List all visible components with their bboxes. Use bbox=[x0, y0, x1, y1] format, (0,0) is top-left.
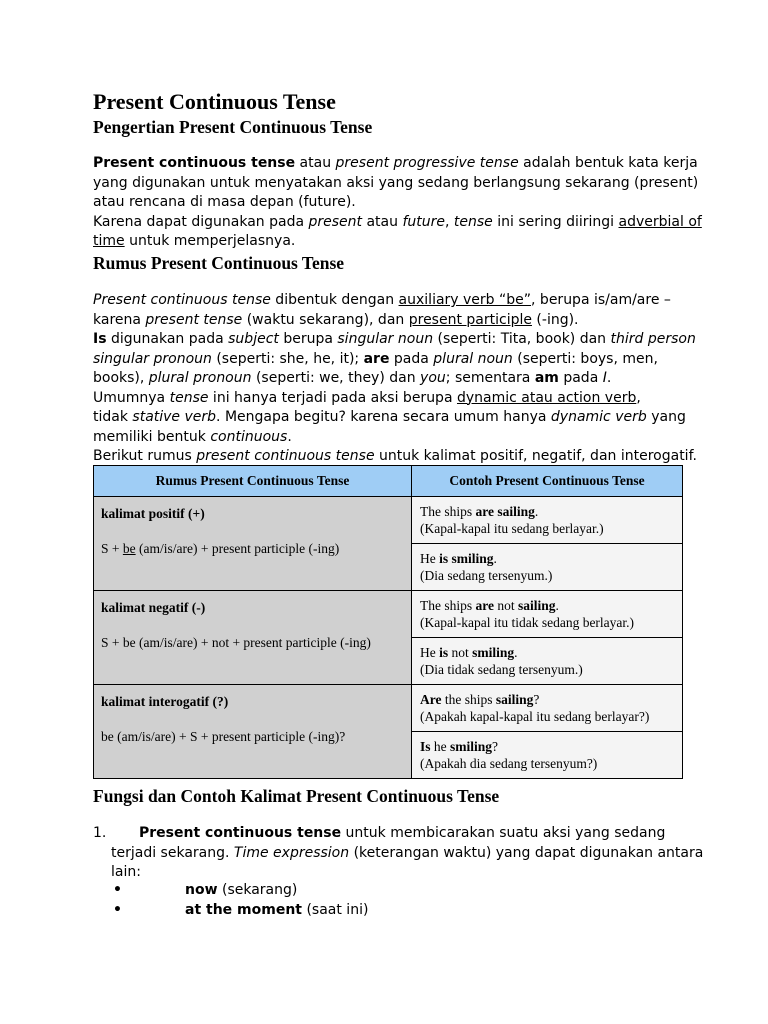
example-cell: The ships are sailing. (Kapal-kapal itu sedang berlayar.) bbox=[412, 497, 683, 544]
list-number: 1. bbox=[93, 825, 107, 841]
definition-paragraph: Present continuous tense atau present progressive tense adalah bentuk kata kerja yang digunakan untuk menyatakan aksi yang sedang berlangsung sekarang (present) atau rencana di masa depan (future). Karena dapat digunakan pada present atau future, tense ini sering diiringi adverbial of time untuk memperjelasnya. bbox=[93, 155, 702, 249]
example-cell: Are the ships sailing? (Apakah kapal-kapal itu sedang berlayar?) bbox=[412, 685, 683, 732]
section-heading-pengertian: Pengertian Present Continuous Tense bbox=[93, 117, 373, 137]
example-cell: Is he smiling? (Apakah dia sedang tersenyum?) bbox=[412, 732, 683, 779]
term-bold: Present continuous tense bbox=[93, 155, 296, 171]
link-adverbial-of-time[interactable]: adverbial of bbox=[618, 213, 702, 230]
rule-cell-positive: kalimat positif (+) S + be (am/is/are) + present participle (-ing) bbox=[94, 497, 412, 591]
table-row bbox=[94, 591, 683, 638]
example-cell: He is smiling. (Dia sedang tersenyum.) bbox=[412, 544, 683, 591]
link-auxiliary-verb[interactable]: auxiliary verb “be” bbox=[398, 292, 532, 308]
table-header-row bbox=[94, 466, 683, 497]
link-adverbial-of-time-2[interactable]: time bbox=[93, 233, 125, 249]
page-title: Present Continuous Tense bbox=[93, 89, 336, 114]
example-cell: The ships are not sailing. (Kapal-kapal itu tidak sedang berlayar.) bbox=[412, 591, 683, 638]
rule-cell-interrogative: kalimat interogatif (?) be (am/is/are) + S + present participle (-ing)? bbox=[94, 685, 412, 779]
rule-cell-negative: kalimat negatif (-) S + be (am/is/are) + not + present participle (-ing) bbox=[94, 591, 412, 685]
section-heading-rumus: Rumus Present Continuous Tense bbox=[93, 253, 345, 273]
table-row bbox=[94, 685, 683, 732]
table-row bbox=[94, 497, 683, 544]
example-cell: He is not smiling. (Dia tidak sedang tersenyum.) bbox=[412, 638, 683, 685]
section-heading-fungsi: Fungsi dan Contoh Kalimat Present Continuous Tense bbox=[93, 786, 500, 806]
bullet-icon: • bbox=[113, 902, 122, 918]
bullet-icon: • bbox=[113, 882, 122, 898]
formula-paragraph: Present continuous tense dibentuk dengan auxiliary verb “be”, berupa is/am/are – karena present tense (waktu sekarang), dan present participle (-ing). Is digunakan pada subject berupa singular noun (seperti: Tita, book) dan third person singular pronoun (seperti: she, he, it); are pada plural noun (seperti: boys, men, books), plural pronoun (seperti: we, they) dan you; sementara am pada I. Umumnya tense ini hanya terjadi pada aksi berupa dynamic atau action verb, tidak stative verb. Mengapa begitu? karena secara umum hanya dynamic verb yang memiliki bentuk continuous. Berikut rumus present continuous tense untuk kalimat positif, negatif, dan interogatif. bbox=[93, 292, 697, 464]
table-header: Contoh Present Continuous Tense bbox=[412, 466, 683, 497]
table-header: Rumus Present Continuous Tense bbox=[94, 466, 412, 497]
link-dynamic-verb[interactable]: dynamic atau action verb bbox=[456, 389, 637, 406]
document-page: Present Continuous Tense Pengertian Present Continuous Tense Present continuous tense atau present progressive tense adalah bentuk kata kerja yang digunakan untuk menyatakan aksi yang sedang berlangsung sekarang (present) atau rencana di masa depan (future). Karena dapat digunakan pada present atau future, tense ini sering diiringi adverbial of time untuk memperjelasnya. Rumus Present Continuous Tense Present continuous tense dibentuk dengan auxiliary verb “be”, berupa is/am/are – karena present tense (waktu sekarang), dan present participle (-ing). Is digunakan pada subject berupa singular noun (seperti: Tita, book) dan third person singular pronoun (seperti: she, he, it); are pada plural noun (seperti: boys, men, books), plural pronoun (seperti: we, they) dan you; sementara am pada I. Umumnya tense ini hanya terjadi pada aksi berupa dynamic atau action verb, tidak stative verb. Mengapa begitu? karena secara umum hanya dynamic verb yang memiliki bentuk continuous. Berikut rumus present continuous tense untuk kalimat positif, negatif, dan interogatif. Rumus Present Continuous Tense Contoh Present Continuous Tense kalimat positif (+) S + be (am/is/are) + present participle (-ing) The ships are sailing. (Kapal-kapal itu sedang berlayar.) He is smiling. (Dia sedang tersenyum.) kalimat negatif (-) S + be (am/is/are) + not + present participle (-ing) The ships are not sailing. (Kapal-kapal itu tidak sedang berlayar.) He is not smiling. (Dia tidak sedang tersenyum.) kalimat interogatif (?) be (am/is/are) + S + present participle (-ing)? Are the ships sailing? (Apakah kapal-kapal itu sedang berlayar?) Is he smiling? (Apakah dia sedang tersenyum?) Fungsi dan Contoh Kalimat Present Continuous Tense 1. Present continuous tense untuk membicarakan suatu aksi yang sedang terjadi sekarang. Time expression (keterangan waktu) yang dapat digunakan antara lain: • now (sekarang) • at the moment (saat ini) bbox=[0, 0, 768, 1024]
formula-table bbox=[93, 465, 683, 779]
link-present-participle[interactable]: present participle bbox=[408, 311, 532, 328]
